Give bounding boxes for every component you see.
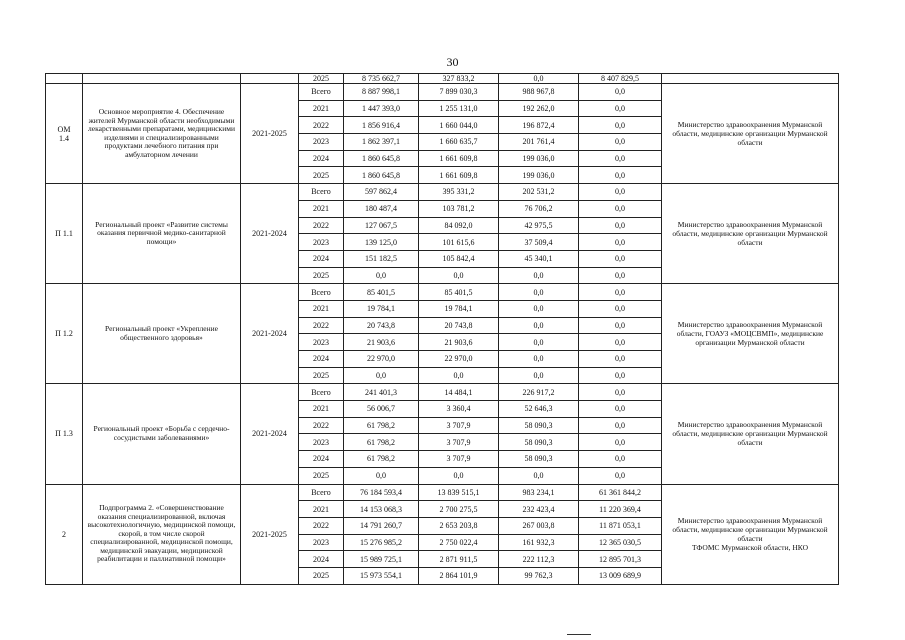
amount-cell: 0,0 (499, 467, 579, 484)
amount-cell: 0,0 (499, 267, 579, 284)
executor-cell: Министерство здравоохранения Мурманской области, медицинские организации Мурманской области (662, 84, 839, 184)
year-cell: 2023 (299, 534, 344, 551)
amount-cell: 22 970,0 (419, 351, 499, 368)
year-cell: Всего (299, 484, 344, 501)
year-cell: 2023 (299, 234, 344, 251)
page-footer-mark (567, 634, 591, 635)
year-cell: 2023 (299, 134, 344, 151)
amount-cell: 0,0 (579, 401, 662, 418)
amount-cell: 395 331,2 (419, 184, 499, 201)
amount-cell: 56 006,7 (344, 401, 419, 418)
amount-cell: 0,0 (579, 284, 662, 301)
executor-cell (662, 74, 839, 84)
amount-cell: 58 090,3 (499, 434, 579, 451)
amount-cell: 3 360,4 (419, 401, 499, 418)
amount-cell: 0,0 (499, 351, 579, 368)
amount-cell: 0,0 (419, 367, 499, 384)
amount-cell: 201 761,4 (499, 134, 579, 151)
year-cell: 2021 (299, 501, 344, 518)
amount-cell: 2 864 101,9 (419, 567, 499, 584)
year-cell: 2021 (299, 401, 344, 418)
name-cell: Региональный проект «Укрепление общественного здоровья» (83, 284, 241, 384)
amount-cell: 161 932,3 (499, 534, 579, 551)
amount-cell: 1 661 609,8 (419, 167, 499, 184)
amount-cell: 267 003,8 (499, 517, 579, 534)
amount-cell: 0,0 (579, 351, 662, 368)
amount-cell: 0,0 (579, 367, 662, 384)
amount-cell: 22 970,0 (344, 351, 419, 368)
period-cell: 2021-2024 (241, 384, 299, 484)
amount-cell: 127 067,5 (344, 217, 419, 234)
amount-cell: 0,0 (499, 334, 579, 351)
executor-cell: Министерство здравоохранения Мурманской области, медицинские организации Мурманской области (662, 184, 839, 284)
amount-cell: 1 856 916,4 (344, 117, 419, 134)
name-cell (83, 74, 241, 84)
amount-cell: 1 660 044,0 (419, 117, 499, 134)
amount-cell: 0,0 (579, 384, 662, 401)
amount-cell: 103 781,2 (419, 200, 499, 217)
year-cell: 2021 (299, 100, 344, 117)
year-cell: 2025 (299, 467, 344, 484)
amount-cell: 0,0 (499, 367, 579, 384)
amount-cell: 232 423,4 (499, 501, 579, 518)
year-cell: 2022 (299, 117, 344, 134)
amount-cell: 58 090,3 (499, 417, 579, 434)
amount-cell: 0,0 (579, 434, 662, 451)
year-cell: Всего (299, 84, 344, 101)
amount-cell: 42 975,5 (499, 217, 579, 234)
amount-cell: 0,0 (579, 417, 662, 434)
amount-cell: 0,0 (499, 74, 579, 84)
amount-cell: 11 220 369,4 (579, 501, 662, 518)
name-cell: Региональный проект «Развитие системы оказания первичной медико-санитарной помощи» (83, 184, 241, 284)
amount-cell: 1 860 645,8 (344, 150, 419, 167)
funding-table (45, 73, 839, 585)
amount-cell: 3 707,9 (419, 451, 499, 468)
year-cell: 2022 (299, 317, 344, 334)
amount-cell: 11 871 053,1 (579, 517, 662, 534)
code-cell: 2 (46, 484, 83, 584)
period-cell: 2021-2025 (241, 84, 299, 184)
table-row (46, 484, 839, 501)
amount-cell: 45 340,1 (499, 250, 579, 267)
year-cell: Всего (299, 284, 344, 301)
year-cell: 2025 (299, 74, 344, 84)
amount-cell: 983 234,1 (499, 484, 579, 501)
amount-cell: 101 615,6 (419, 234, 499, 251)
year-cell: Всего (299, 384, 344, 401)
amount-cell: 1 660 635,7 (419, 134, 499, 151)
year-cell: 2025 (299, 567, 344, 584)
amount-cell: 327 833,2 (419, 74, 499, 84)
amount-cell: 226 917,2 (499, 384, 579, 401)
amount-cell: 14 791 260,7 (344, 517, 419, 534)
year-cell: 2023 (299, 434, 344, 451)
amount-cell: 0,0 (579, 300, 662, 317)
amount-cell: 58 090,3 (499, 451, 579, 468)
year-cell: 2022 (299, 417, 344, 434)
amount-cell: 0,0 (499, 317, 579, 334)
amount-cell: 0,0 (344, 367, 419, 384)
amount-cell: 1 862 397,1 (344, 134, 419, 151)
amount-cell: 61 798,2 (344, 417, 419, 434)
amount-cell: 192 262,0 (499, 100, 579, 117)
amount-cell: 0,0 (499, 284, 579, 301)
name-cell: Региональный проект «Борьба с сердечно-сосудистыми заболеваниями» (83, 384, 241, 484)
amount-cell: 597 862,4 (344, 184, 419, 201)
amount-cell: 15 973 554,1 (344, 567, 419, 584)
amount-cell: 0,0 (579, 451, 662, 468)
amount-cell: 196 872,4 (499, 117, 579, 134)
amount-cell: 199 036,0 (499, 167, 579, 184)
amount-cell: 180 487,4 (344, 200, 419, 217)
year-cell: 2022 (299, 517, 344, 534)
name-cell: Подпрограмма 2. «Совершенствование оказания специализированной, включая высокотехнологичную, медицинской помощи, скорой, в том числе скорой специализированной, медицинской помощи, медицинской эвакуации, медицинской реабилитации и паллиативной помощи» (83, 484, 241, 584)
amount-cell: 84 092,0 (419, 217, 499, 234)
amount-cell: 0,0 (579, 167, 662, 184)
amount-cell: 0,0 (579, 317, 662, 334)
amount-cell: 151 182,5 (344, 250, 419, 267)
amount-cell: 61 798,2 (344, 451, 419, 468)
amount-cell: 2 653 203,8 (419, 517, 499, 534)
amount-cell: 61 798,2 (344, 434, 419, 451)
amount-cell: 21 903,6 (344, 334, 419, 351)
amount-cell: 19 784,1 (419, 300, 499, 317)
amount-cell: 3 707,9 (419, 417, 499, 434)
year-cell: 2024 (299, 551, 344, 568)
amount-cell: 0,0 (419, 467, 499, 484)
amount-cell: 21 903,6 (419, 334, 499, 351)
amount-cell: 0,0 (419, 267, 499, 284)
amount-cell: 241 401,3 (344, 384, 419, 401)
amount-cell: 0,0 (344, 267, 419, 284)
year-cell: Всего (299, 184, 344, 201)
amount-cell: 199 036,0 (499, 150, 579, 167)
year-cell: 2025 (299, 367, 344, 384)
page-number: 30 (446, 55, 459, 69)
code-cell: П 1.2 (46, 284, 83, 384)
amount-cell: 14 484,1 (419, 384, 499, 401)
period-cell: 2021-2025 (241, 484, 299, 584)
code-cell: ОМ 1.4 (46, 84, 83, 184)
amount-cell: 7 899 030,3 (419, 84, 499, 101)
amount-cell: 0,0 (579, 150, 662, 167)
executor-cell: Министерство здравоохранения Мурманской области, медицинские организации Мурманской области ТФОМС Мурманской области, НКО (662, 484, 839, 584)
amount-cell: 0,0 (579, 100, 662, 117)
amount-cell: 2 700 275,5 (419, 501, 499, 518)
amount-cell: 85 401,5 (419, 284, 499, 301)
amount-cell: 0,0 (579, 84, 662, 101)
amount-cell: 76 184 593,4 (344, 484, 419, 501)
amount-cell: 3 707,9 (419, 434, 499, 451)
amount-cell: 99 762,3 (499, 567, 579, 584)
amount-cell: 0,0 (579, 200, 662, 217)
name-cell: Основное мероприятие 4. Обеспечение жителей Мурманской области необходимыми лекарственными препаратами, медицинскими изделиями и специализированными продуктами лечебного питания при амбулаторном лечении (83, 84, 241, 184)
year-cell: 2025 (299, 267, 344, 284)
amount-cell: 8 407 829,5 (579, 74, 662, 84)
amount-cell: 19 784,1 (344, 300, 419, 317)
table-row (46, 84, 839, 101)
amount-cell: 12 895 701,3 (579, 551, 662, 568)
year-cell: 2024 (299, 451, 344, 468)
amount-cell: 15 989 725,1 (344, 551, 419, 568)
amount-cell: 85 401,5 (344, 284, 419, 301)
amount-cell: 61 361 844,2 (579, 484, 662, 501)
code-cell: П 1.3 (46, 384, 83, 484)
amount-cell: 52 646,3 (499, 401, 579, 418)
amount-cell: 139 125,0 (344, 234, 419, 251)
amount-cell: 0,0 (579, 234, 662, 251)
amount-cell: 0,0 (344, 467, 419, 484)
period-cell: 2021-2024 (241, 284, 299, 384)
amount-cell: 14 153 068,3 (344, 501, 419, 518)
table-row (46, 184, 839, 201)
amount-cell: 1 447 393,0 (344, 100, 419, 117)
year-cell: 2025 (299, 167, 344, 184)
table-row (46, 384, 839, 401)
period-cell (241, 74, 299, 84)
amount-cell: 37 509,4 (499, 234, 579, 251)
amount-cell: 13 839 515,1 (419, 484, 499, 501)
table-row (46, 284, 839, 301)
amount-cell: 13 009 689,9 (579, 567, 662, 584)
amount-cell: 2 750 022,4 (419, 534, 499, 551)
year-cell: 2021 (299, 300, 344, 317)
amount-cell: 0,0 (579, 467, 662, 484)
amount-cell: 0,0 (579, 334, 662, 351)
amount-cell: 105 842,4 (419, 250, 499, 267)
table-row (46, 74, 839, 84)
year-cell: 2023 (299, 334, 344, 351)
amount-cell: 15 276 985,2 (344, 534, 419, 551)
amount-cell: 0,0 (579, 184, 662, 201)
amount-cell: 20 743,8 (419, 317, 499, 334)
amount-cell: 202 531,2 (499, 184, 579, 201)
year-cell: 2024 (299, 150, 344, 167)
amount-cell: 8 887 998,1 (344, 84, 419, 101)
amount-cell: 0,0 (579, 250, 662, 267)
amount-cell: 1 255 131,0 (419, 100, 499, 117)
period-cell: 2021-2024 (241, 184, 299, 284)
amount-cell: 0,0 (579, 134, 662, 151)
amount-cell: 1 661 609,8 (419, 150, 499, 167)
amount-cell: 222 112,3 (499, 551, 579, 568)
code-cell (46, 74, 83, 84)
amount-cell: 0,0 (579, 117, 662, 134)
amount-cell: 12 365 030,5 (579, 534, 662, 551)
amount-cell: 0,0 (579, 267, 662, 284)
year-cell: 2021 (299, 200, 344, 217)
amount-cell: 76 706,2 (499, 200, 579, 217)
executor-cell: Министерство здравоохранения Мурманской области, медицинские организации Мурманской области (662, 384, 839, 484)
year-cell: 2022 (299, 217, 344, 234)
executor-cell: Министерство здравоохранения Мурманской области, ГОАУЗ «МОЦСВМП», медицинские организации Мурманской области (662, 284, 839, 384)
amount-cell: 2 871 911,5 (419, 551, 499, 568)
amount-cell: 8 735 662,7 (344, 74, 419, 84)
amount-cell: 988 967,8 (499, 84, 579, 101)
amount-cell: 20 743,8 (344, 317, 419, 334)
amount-cell: 0,0 (579, 217, 662, 234)
year-cell: 2024 (299, 250, 344, 267)
year-cell: 2024 (299, 351, 344, 368)
amount-cell: 1 860 645,8 (344, 167, 419, 184)
code-cell: П 1.1 (46, 184, 83, 284)
amount-cell: 0,0 (499, 300, 579, 317)
